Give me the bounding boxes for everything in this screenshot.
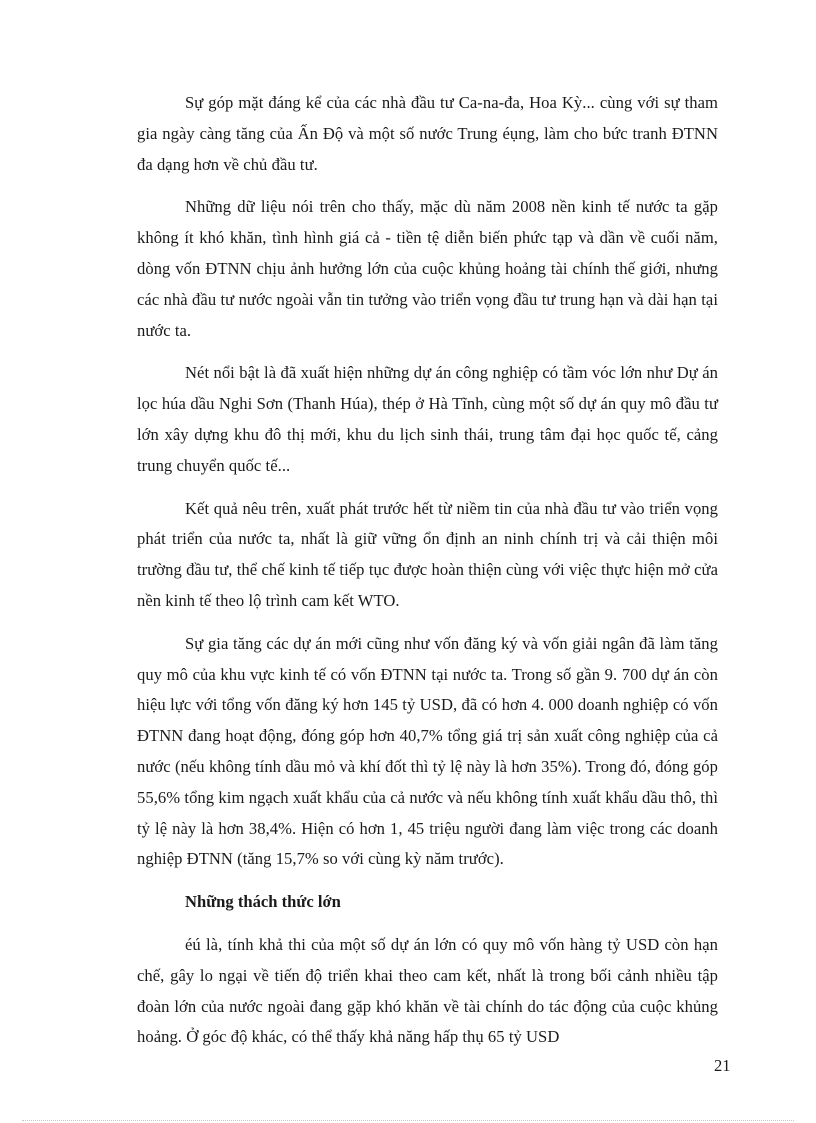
paragraph-investors-diversity: Sự góp mặt đáng kể của các nhà đầu tư Ca-na-đa, Hoa Kỳ... cùng với sự tham gia ngày càng tăng của Ấn Độ và một số nước Trung éụng, làm cho bức tranh ĐTNN đa dạng hơn về chủ đầu tư.: [137, 93, 718, 174]
paragraph-fdi-scale: Sự gia tăng các dự án mới cũng như vốn đăng ký và vốn giải ngân đã làm tăng quy mô của khu vực kinh tế có vốn ĐTNN tại nước ta. Trong số gần 9. 700 dự án còn hiệu lực với tổng vốn đăng ký hơn 145 tỷ USD, đã có hơn 4. 000 doanh nghiệp có vốn ĐTNN đang hoạt động, đóng góp hơn 40,7% tổng giá trị sản xuất công nghiệp của cả nước (nếu không tính dầu mỏ và khí đốt thì tỷ lệ này là hơn 35%). Trong đó, đóng góp 55,6% tổng kim ngạch xuất khẩu của cả nước và nếu không tính xuất khẩu dầu thô, thì tỷ lệ này là hơn 38,4%. Hiện có hơn 1, 45 triệu người đang làm việc trong các doanh nghiệp ĐTNN (tăng 15,7% so với cùng kỳ năm trước).: [137, 633, 718, 869]
paragraph-investor-confidence: Những dữ liệu nói trên cho thấy, mặc dù năm 2008 nền kinh tế nước ta gặp không ít khó khăn, tình hình giá cả - tiền tệ diễn biến phức tạp và dần về cuối năm, dòng vốn ĐTNN chịu ảnh hưởng lớn của cuộc khủng hoảng tài chính thế giới, nhưng các nhà đầu tư nước ngoài vẫn tin tưởng vào triển vọng đầu tư trung hạn và dài hạn tại nước ta.: [137, 197, 718, 340]
paragraph-results-origin: Kết quả nêu trên, xuất phát trước hết từ niềm tin của nhà đầu tư vào triển vọng phát triển của nước ta, nhất là giữ vững ổn định an ninh chính trị và cải thiện môi trường đầu tư, thể chế kinh tế tiếp tục được hoàn thiện cùng với việc thực hiện mở cửa nền kinh tế theo lộ trình cam kết WTO.: [137, 498, 718, 610]
paragraph-large-projects: Nét nổi bật là đã xuất hiện những dự án công nghiệp có tầm vóc lớn như Dự án lọc húa dầu Nghi Sơn (Thanh Húa), thép ở Hà Tĩnh, cùng một số dự án quy mô đầu tư lớn xây dựng khu đô thị mới, khu du lịch sinh thái, trung tâm đại học quốc tế, cảng trung chuyển quốc tế...: [137, 363, 718, 475]
page-body: [137, 88, 718, 1065]
page-number: 21: [714, 1056, 731, 1075]
section-heading: Những thách thức lớn: [185, 892, 341, 912]
paragraph-challenges: éú là, tính khả thi của một số dự án lớn có quy mô vốn hàng tỷ USD còn hạn chế, gây lo ngại về tiến độ triển khai theo cam kết, nhất là trong bối cảnh nhiều tập đoàn lớn của nước ngoài đang gặp khó khăn về tài chính do tác động của cuộc khủng hoảng. Ở góc độ khác, có thể thấy khả năng hấp thụ 65 tỷ USD: [137, 934, 718, 1047]
page-bottom-divider: [22, 1120, 794, 1121]
